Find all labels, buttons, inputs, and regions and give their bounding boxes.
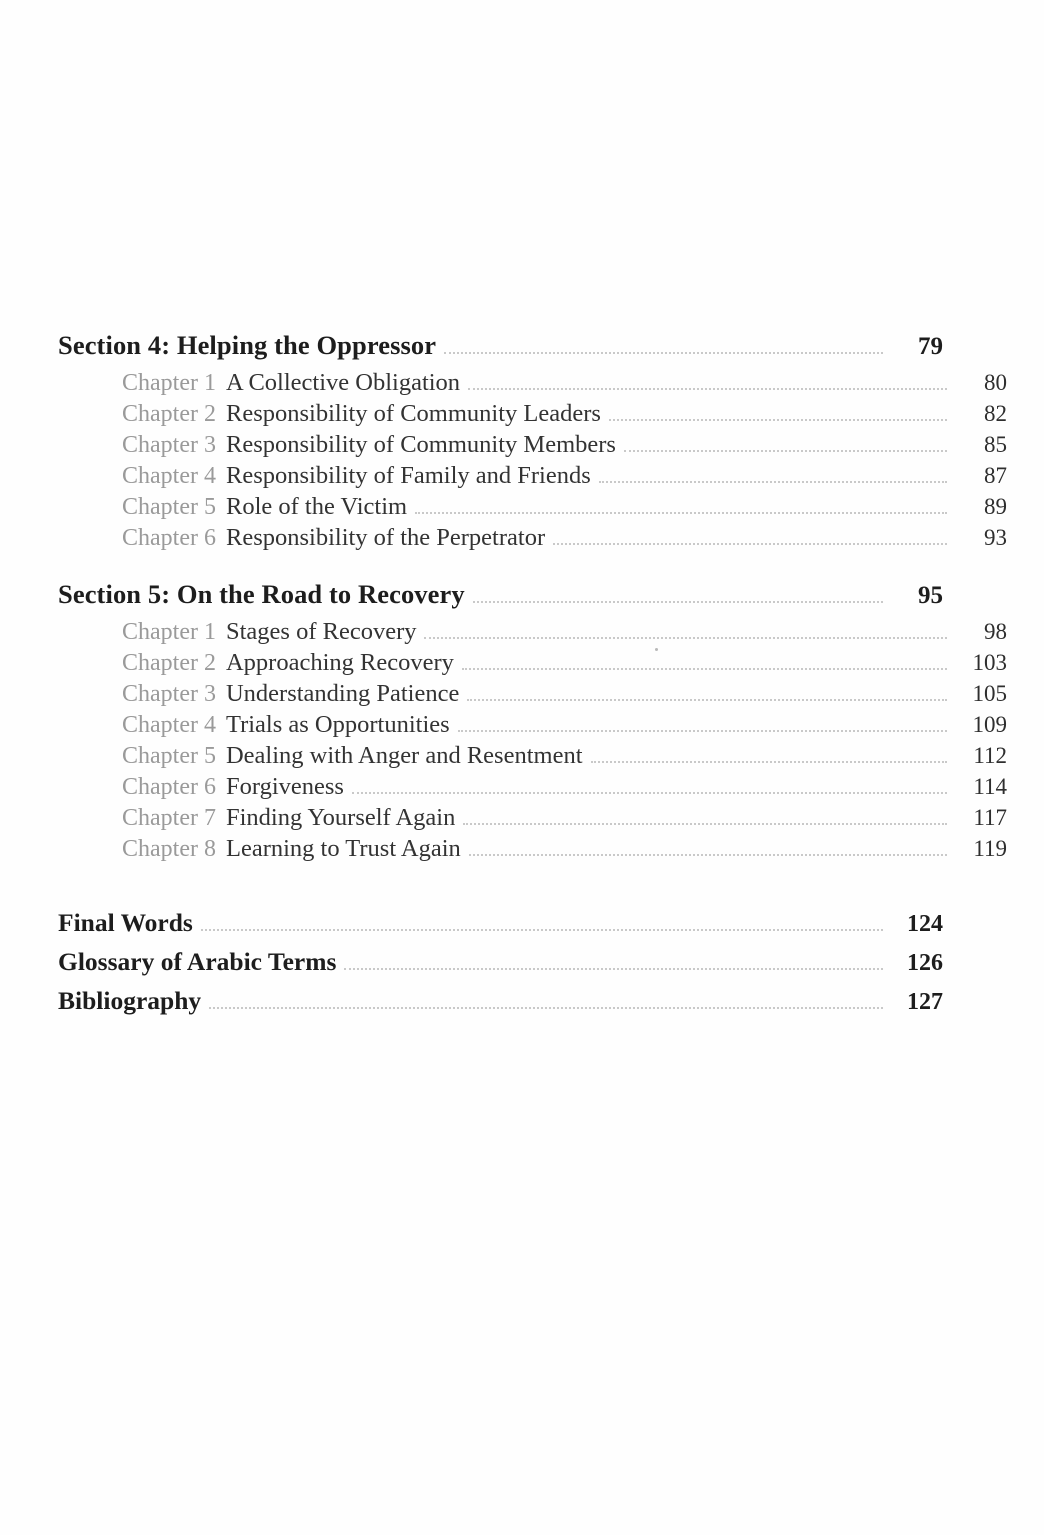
table-of-contents [58, 330, 1007, 1025]
dot-leader [424, 637, 947, 639]
toc-backmatter-title: Final Words [58, 908, 193, 937]
toc-chapter-title: Stages of Recovery [225, 618, 417, 645]
toc-chapter-title: Responsibility of Community Members [225, 431, 616, 458]
toc-chapter-label: Chapter 4 [122, 712, 216, 738]
dot-leader [624, 450, 947, 452]
toc-section-group [58, 579, 1007, 864]
toc-page-number: 98 [984, 619, 1007, 644]
toc-backmatter-entry[interactable] [58, 947, 943, 979]
toc-backmatter-title: Glossary of Arabic Terms [58, 947, 337, 976]
toc-page-number: 93 [984, 525, 1007, 550]
toc-chapter-entry[interactable] [58, 835, 1007, 864]
dot-leader [415, 512, 947, 514]
toc-chapter-label: Chapter 3 [122, 432, 216, 458]
toc-page-number: 87 [984, 463, 1007, 488]
toc-page-number: 82 [984, 401, 1007, 426]
toc-chapter-label: Chapter 2 [122, 650, 216, 676]
toc-section-entry[interactable] [58, 330, 943, 363]
toc-page-number: 119 [973, 836, 1007, 861]
toc-chapter-title: Dealing with Anger and Resentment [225, 742, 583, 769]
dot-leader [209, 1007, 883, 1009]
toc-chapter-entry[interactable] [58, 680, 1007, 709]
toc-chapter-title: Responsibility of Community Leaders [225, 400, 601, 427]
toc-chapter-entry[interactable] [58, 804, 1007, 833]
toc-chapter-entry[interactable] [58, 711, 1007, 740]
toc-chapter-label: Chapter 5 [122, 743, 216, 769]
toc-backmatter-group [58, 908, 943, 1018]
dot-leader [352, 792, 947, 794]
toc-page-number: 126 [907, 950, 943, 976]
toc-page-number: 117 [973, 805, 1007, 830]
toc-chapter-entry[interactable] [58, 493, 1007, 522]
toc-chapter-title: Responsibility of the Perpetrator [225, 524, 546, 551]
toc-page-number: 124 [907, 911, 943, 937]
toc-page-number: 80 [984, 370, 1007, 395]
toc-backmatter-entry[interactable] [58, 908, 943, 940]
dot-leader [599, 481, 947, 483]
toc-chapter-title: Finding Yourself Again [225, 804, 456, 831]
toc-section-group [58, 330, 1007, 553]
toc-chapter-label: Chapter 6 [122, 774, 216, 800]
toc-chapter-label: Chapter 4 [122, 463, 216, 489]
toc-page-number: 103 [972, 650, 1007, 675]
toc-page-number: 114 [973, 774, 1007, 799]
toc-chapter-title: Responsibility of Family and Friends [225, 462, 591, 489]
dot-leader [463, 823, 947, 825]
toc-section-entry[interactable] [58, 579, 943, 612]
dot-leader [344, 968, 883, 970]
toc-page-number: 79 [918, 333, 943, 360]
dot-leader [609, 419, 947, 421]
dot-leader [473, 601, 883, 603]
print-speck [655, 648, 658, 651]
toc-chapter-entry[interactable] [58, 618, 1007, 647]
toc-chapter-entry[interactable] [58, 400, 1007, 429]
toc-chapter-title: Role of the Victim [225, 493, 408, 520]
toc-chapter-title: Forgiveness [225, 773, 344, 800]
toc-page-number: 85 [984, 432, 1007, 457]
toc-chapter-title: Trials as Opportunities [225, 711, 450, 738]
toc-section-title: Section 5: On the Road to Recovery [58, 579, 465, 609]
dot-leader [468, 388, 947, 390]
toc-page-number: 105 [972, 681, 1007, 706]
toc-page-number: 95 [918, 582, 943, 609]
dot-leader [553, 543, 947, 545]
toc-chapter-label: Chapter 1 [122, 370, 216, 396]
toc-chapter-label: Chapter 6 [122, 525, 216, 551]
toc-chapter-entry[interactable] [58, 649, 1007, 678]
toc-chapter-entry[interactable] [58, 773, 1007, 802]
toc-chapter-label: Chapter 2 [122, 401, 216, 427]
toc-chapter-entry[interactable] [58, 742, 1007, 771]
toc-chapter-entry[interactable] [58, 369, 1007, 398]
toc-chapter-label: Chapter 1 [122, 619, 216, 645]
toc-chapter-title: A Collective Obligation [225, 369, 461, 396]
toc-chapter-label: Chapter 7 [122, 805, 216, 831]
dot-leader [444, 352, 883, 354]
toc-chapter-label: Chapter 3 [122, 681, 216, 707]
toc-page-number: 109 [972, 712, 1007, 737]
toc-chapter-entry[interactable] [58, 462, 1007, 491]
dot-leader [591, 761, 947, 763]
toc-page-number: 89 [984, 494, 1007, 519]
toc-page-number: 112 [973, 743, 1007, 768]
toc-chapter-entry[interactable] [58, 431, 1007, 460]
toc-chapter-title: Approaching Recovery [225, 649, 454, 676]
toc-backmatter-title: Bibliography [58, 986, 202, 1015]
dot-leader [467, 699, 947, 701]
dot-leader [458, 730, 947, 732]
toc-chapter-title: Learning to Trust Again [225, 835, 461, 862]
toc-chapter-title: Understanding Patience [225, 680, 460, 707]
dot-leader [462, 668, 947, 670]
dot-leader [469, 854, 947, 856]
toc-section-title: Section 4: Helping the Oppressor [58, 330, 437, 360]
dot-leader [201, 929, 883, 931]
toc-chapter-entry[interactable] [58, 524, 1007, 553]
toc-chapter-label: Chapter 8 [122, 836, 216, 862]
toc-backmatter-entry[interactable] [58, 986, 943, 1018]
toc-chapter-label: Chapter 5 [122, 494, 216, 520]
toc-page-number: 127 [907, 989, 943, 1015]
